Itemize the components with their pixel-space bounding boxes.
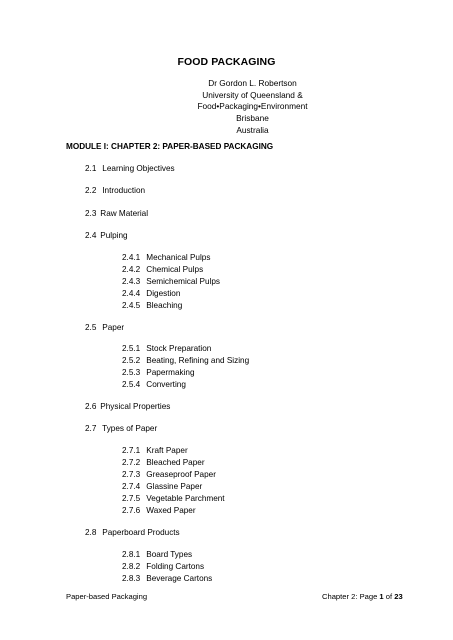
toc-subentry	[122, 277, 220, 287]
toc-label: Waxed Paper	[146, 506, 196, 515]
toc-number: 2.5	[85, 323, 97, 332]
toc-label: Beating, Refining and Sizing	[146, 356, 250, 365]
toc-label: Chemical Pulps	[146, 265, 204, 274]
toc-number: 2.5.3	[122, 368, 141, 377]
author-name: Dr Gordon L. Robertson	[208, 78, 297, 88]
toc-number: 2.2	[85, 186, 97, 195]
toc-entry	[85, 164, 175, 174]
toc-subentry	[122, 356, 249, 366]
toc-subentry	[122, 574, 212, 584]
toc-subentry	[122, 470, 216, 480]
toc-label: Stock Preparation	[146, 344, 212, 353]
author-block	[26, 78, 453, 137]
toc-number: 2.8.3	[122, 574, 141, 583]
toc-subentry	[122, 344, 211, 354]
footer-page-number	[322, 592, 403, 601]
footer-title: Paper-based Packaging	[66, 592, 148, 601]
toc-label: Introduction	[102, 186, 146, 195]
toc-number: 2.4.5	[122, 301, 141, 310]
toc-entry	[85, 402, 170, 412]
toc-number: 2.4.2	[122, 265, 141, 274]
toc-subentry	[122, 301, 182, 311]
toc-number: 2.7.3	[122, 470, 141, 479]
toc-number: 2.7.6	[122, 506, 141, 515]
author-organization: Food•Packaging•Environment	[197, 101, 308, 112]
footer-prefix: Chapter 2: Page	[322, 592, 380, 601]
toc-entry	[85, 323, 124, 333]
toc-subentry	[122, 458, 205, 468]
footer-current-page: 1	[379, 592, 384, 601]
toc-label: Semichemical Pulps	[146, 277, 220, 286]
toc-number: 2.5.4	[122, 380, 141, 389]
toc-label: Pulping	[100, 231, 128, 240]
toc-number: 2.7.4	[122, 482, 141, 491]
toc-label: Physical Properties	[100, 402, 171, 411]
toc-number: 2.4.4	[122, 289, 141, 298]
toc-number: 2.4.1	[122, 253, 141, 262]
toc-number: 2.7	[85, 424, 97, 433]
author-affiliation: University of Queensland &	[202, 89, 303, 100]
toc-subentry	[122, 446, 188, 456]
toc-label: Vegetable Parchment	[146, 494, 225, 503]
toc-label: Converting	[146, 380, 186, 389]
toc-number: 2.8.1	[122, 550, 141, 559]
toc-label: Types of Paper	[102, 424, 158, 433]
toc-number: 2.5.1	[122, 344, 141, 353]
toc-number: 2.7.1	[122, 446, 141, 455]
toc-entry	[85, 424, 157, 434]
toc-number: 2.4.3	[122, 277, 141, 286]
toc-number: 2.3	[85, 209, 97, 218]
toc-number: 2.4	[85, 231, 97, 240]
author-country: Australia	[236, 124, 269, 135]
toc-subentry	[122, 380, 186, 390]
toc-subentry	[122, 368, 195, 378]
toc-label: Papermaking	[146, 368, 195, 377]
toc-label: Paperboard Products	[102, 528, 180, 537]
author-city: Brisbane	[236, 113, 269, 124]
toc-label: Folding Cartons	[146, 562, 205, 571]
module-heading: MODULE I: CHAPTER 2: PAPER-BASED PACKAGING	[66, 142, 274, 151]
toc-subentry	[122, 550, 192, 560]
toc-label: Bleaching	[146, 301, 183, 310]
toc-label: Digestion	[146, 289, 181, 298]
toc-label: Kraft Paper	[146, 446, 188, 455]
toc-number: 2.7.2	[122, 458, 141, 467]
toc-label: Mechanical Pulps	[146, 253, 211, 262]
toc-subentry	[122, 289, 180, 299]
toc-number: 2.5.2	[122, 356, 141, 365]
toc-label: Greaseproof Paper	[146, 470, 216, 479]
document-title: FOOD PACKAGING	[177, 56, 276, 68]
toc-label: Beverage Cartons	[146, 574, 213, 583]
toc-number: 2.8.2	[122, 562, 141, 571]
toc-label: Glassine Paper	[146, 482, 203, 491]
toc-label: Raw Material	[100, 209, 149, 218]
toc-label: Board Types	[146, 550, 193, 559]
toc-subentry	[122, 562, 204, 572]
footer-of: of	[383, 592, 395, 601]
toc-label: Learning Objectives	[102, 164, 175, 173]
toc-subentry	[122, 482, 202, 492]
toc-subentry	[122, 253, 210, 263]
toc-entry	[85, 231, 128, 241]
toc-subentry	[122, 265, 203, 275]
toc-number: 2.8	[85, 528, 97, 537]
toc-entry	[85, 209, 148, 219]
toc-number: 2.1	[85, 164, 97, 173]
toc-entry	[85, 186, 145, 196]
toc-number: 2.6	[85, 402, 97, 411]
footer-total-pages: 23	[394, 592, 403, 601]
toc-label: Paper	[102, 323, 125, 332]
toc-number: 2.7.5	[122, 494, 141, 503]
toc-label: Bleached Paper	[146, 458, 205, 467]
toc-entry	[85, 528, 180, 538]
toc-subentry	[122, 494, 225, 504]
toc-subentry	[122, 506, 196, 516]
